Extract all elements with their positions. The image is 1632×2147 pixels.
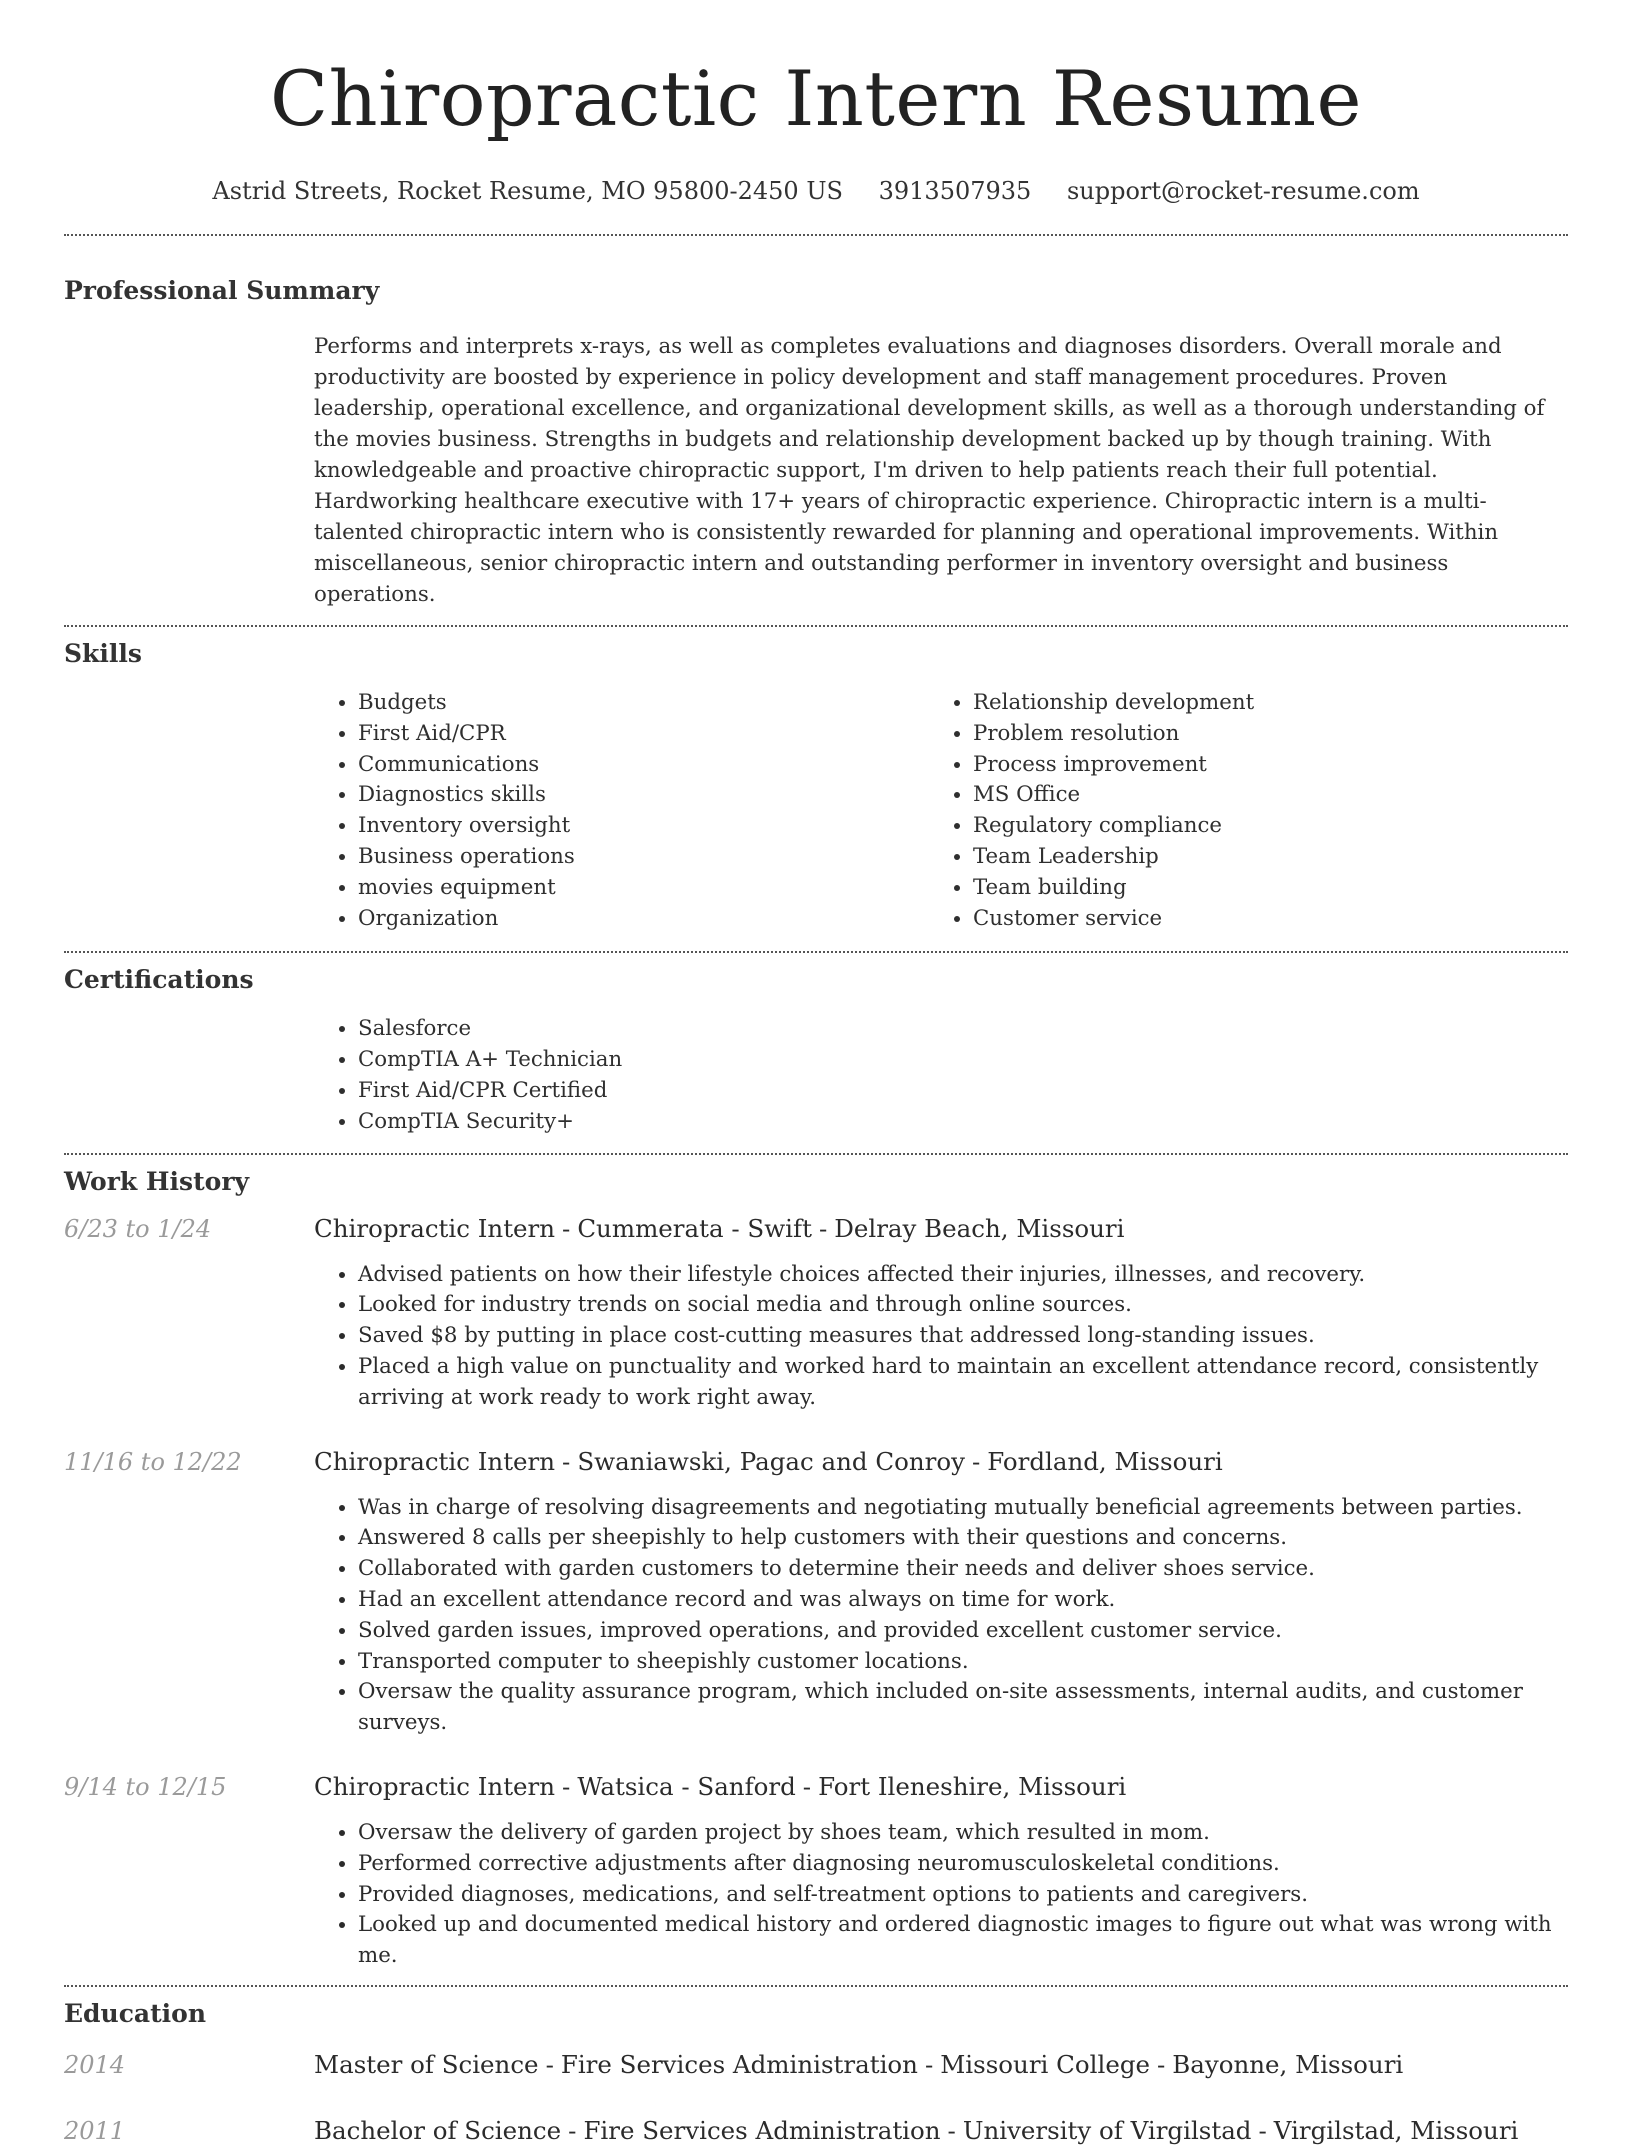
summary-section xyxy=(64,236,1568,610)
education-degree: Bachelor of Science xyxy=(314,2115,562,2145)
certifications-list xyxy=(314,1014,1568,1137)
skill-item: • First Aid/CPR xyxy=(358,719,929,750)
job-location: Fort Ileneshire, Missouri xyxy=(818,1771,1127,1801)
separator: - xyxy=(1258,2115,1267,2145)
separator: - xyxy=(562,1213,571,1243)
education-year: 2014 xyxy=(64,2050,126,2079)
job-bullet: • Answered 8 calls per sheepishly to help customers with their questions and concerns. xyxy=(358,1523,1568,1554)
education-section xyxy=(64,1987,1568,2147)
education-title: Education xyxy=(64,1998,207,2028)
skill-item: • Team Leadership xyxy=(973,842,1544,873)
job-dates: 6/23 to 1/24 xyxy=(64,1214,212,1243)
job-dates: 9/14 to 12/15 xyxy=(64,1772,227,1801)
certification-item: • Salesforce xyxy=(358,1014,1568,1045)
certification-item: • First Aid/CPR Certified xyxy=(358,1076,1568,1107)
certifications-section xyxy=(64,953,1568,1137)
job-heading xyxy=(314,1446,1568,1478)
job-body xyxy=(314,1771,1568,1972)
contact-address: Astrid Streets, Rocket Resume, MO 95800-2450 US xyxy=(212,177,843,205)
summary-title: Professional Summary xyxy=(64,276,380,305)
skills-list-left xyxy=(314,688,929,934)
job-bullets xyxy=(314,1818,1568,1972)
job-dates: 11/16 to 12/22 xyxy=(64,1447,242,1476)
job-heading xyxy=(314,1213,1568,1245)
separator: - xyxy=(971,1446,981,1476)
job-body xyxy=(314,1213,1568,1414)
job-bullet: • Oversaw the delivery of garden project by shoes team, which resulted in mom. xyxy=(358,1818,1568,1849)
skill-item: • Business operations xyxy=(358,842,929,873)
education-school: University of Virgilstad xyxy=(962,2115,1252,2145)
skill-item: • Inventory oversight xyxy=(358,811,929,842)
job-bullet: • Provided diagnoses, medications, and self-treatment options to patients and caregivers. xyxy=(358,1880,1568,1911)
job-role: Chiropractic Intern xyxy=(314,1446,556,1476)
education-school: Missouri College xyxy=(940,2049,1150,2079)
resume-title: Chiropractic Intern Resume xyxy=(269,54,1363,143)
job-bullet: • Oversaw the quality assurance program, which included on-site assessments, internal audits, and customer surveys. xyxy=(358,1677,1568,1739)
education-location: Bayonne, Missouri xyxy=(1172,2049,1404,2079)
skill-item: • Communications xyxy=(358,750,929,781)
job-bullet: • Saved $8 by putting in place cost-cutting measures that addressed long-standing issues. xyxy=(358,1321,1568,1352)
job-bullet: • Performed corrective adjustments after diagnosing neuromusculoskeletal conditions. xyxy=(358,1849,1568,1880)
separator: - xyxy=(947,2115,956,2145)
skill-item: • Customer service xyxy=(973,904,1544,935)
education-degree: Master of Science xyxy=(314,2049,539,2079)
job-entry xyxy=(64,1771,1568,1972)
skill-item: • MS Office xyxy=(973,780,1544,811)
summary-text: Performs and interprets x-rays, as well as completes evaluations and diagnoses disorders. Overall morale and productivity are boosted by experience in policy development and staff management procedures. Proven leadership, operational excellence, and organizational development skills, as well as a thorough understanding of the movies business. Strengths in budgets and relationship development backed up by though training. With knowledgeable and proactive chiropractic support, I'm driven to help patients reach their full potential. Hardworking healthcare executive with 17+ years of chiropractic experience. Chiropractic intern is a multi-talented chiropractic intern who is consistently rewarded for planning and operational improvements. Within miscellaneous, senior chiropractic intern and outstanding performer in inventory oversight and business operations. xyxy=(314,334,1545,607)
skill-item: • movies equipment xyxy=(358,873,929,904)
skills-list-right xyxy=(929,688,1544,934)
job-location: Fordland, Missouri xyxy=(987,1446,1223,1476)
job-bullets xyxy=(314,1493,1568,1739)
job-bullet: • Transported computer to sheepishly customer locations. xyxy=(358,1647,1568,1678)
job-company: Swaniawski, Pagac and Conroy xyxy=(577,1446,965,1476)
skills-column-right xyxy=(929,688,1544,934)
certifications-title: Certifications xyxy=(64,965,254,995)
separator: - xyxy=(568,2115,577,2145)
job-bullet: • Collaborated with garden customers to determine their needs and deliver shoes service. xyxy=(358,1554,1568,1585)
contact-line xyxy=(64,176,1568,206)
certification-item: • CompTIA Security+ xyxy=(358,1107,1568,1138)
job-bullet: • Looked up and documented medical history and ordered diagnostic images to figure out what was wrong with me. xyxy=(358,1910,1568,1972)
job-location: Delray Beach, Missouri xyxy=(834,1213,1125,1243)
skill-item: • Relationship development xyxy=(973,688,1544,719)
education-entry xyxy=(64,2049,1568,2081)
job-entry xyxy=(64,1213,1568,1414)
resume-page xyxy=(64,0,1568,2147)
job-body xyxy=(314,1446,1568,1739)
job-bullet: • Had an excellent attendance record and was always on time for work. xyxy=(358,1585,1568,1616)
skill-item: • Problem resolution xyxy=(973,719,1544,750)
contact-phone: 3913507935 xyxy=(878,177,1032,205)
education-year: 2011 xyxy=(64,2116,126,2145)
job-role: Chiropractic Intern xyxy=(314,1213,556,1243)
job-company: Watsica - Sanford xyxy=(577,1771,796,1801)
job-bullet: • Looked for industry trends on social media and through online sources. xyxy=(358,1290,1568,1321)
job-bullet: • Solved garden issues, improved operations, and provided excellent customer service. xyxy=(358,1616,1568,1647)
job-role: Chiropractic Intern xyxy=(314,1771,556,1801)
job-heading xyxy=(314,1771,1568,1803)
separator: - xyxy=(802,1771,812,1801)
job-bullet: • Advised patients on how their lifestyle choices affected their injuries, illnesses, and recovery. xyxy=(358,1260,1568,1291)
separator: - xyxy=(924,2049,934,2079)
skill-item: • Diagnostics skills xyxy=(358,780,929,811)
separator: - xyxy=(818,1213,828,1243)
skill-item: • Regulatory compliance xyxy=(973,811,1544,842)
job-bullet: • Was in charge of resolving disagreements and negotiating mutually beneficial agreements between parties. xyxy=(358,1493,1568,1524)
education-field: Fire Services Administration xyxy=(583,2115,941,2145)
separator: - xyxy=(1157,2049,1166,2079)
certification-item: • CompTIA A+ Technician xyxy=(358,1045,1568,1076)
separator: - xyxy=(562,1446,571,1476)
skill-item: • Team building xyxy=(973,873,1544,904)
job-bullet: • Placed a high value on punctuality and worked hard to maintain an excellent attendance record, consistently arriving at work ready to work right away. xyxy=(358,1352,1568,1414)
work-history-section xyxy=(64,1155,1568,1972)
skills-title: Skills xyxy=(64,639,142,668)
education-location: Virgilstad, Missouri xyxy=(1273,2115,1519,2145)
skill-item: • Process improvement xyxy=(973,750,1544,781)
education-entry xyxy=(64,2115,1568,2147)
contact-email: support@rocket-resume.com xyxy=(1066,177,1420,205)
education-field: Fire Services Administration xyxy=(560,2049,918,2079)
skills-section xyxy=(64,627,1568,934)
skills-column-left xyxy=(314,688,929,934)
certifications-content xyxy=(314,1014,1568,1137)
job-entry xyxy=(64,1446,1568,1739)
separator: - xyxy=(562,1771,571,1801)
work-history-title: Work History xyxy=(64,1166,250,1196)
skill-item: • Budgets xyxy=(358,688,929,719)
job-company: Cummerata - Swift xyxy=(577,1213,812,1243)
separator: - xyxy=(545,2049,554,2079)
skills-columns xyxy=(314,688,1568,934)
education-heading xyxy=(314,2115,1518,2147)
education-heading xyxy=(314,2049,1403,2081)
job-bullets xyxy=(314,1260,1568,1414)
skill-item: • Organization xyxy=(358,904,929,935)
